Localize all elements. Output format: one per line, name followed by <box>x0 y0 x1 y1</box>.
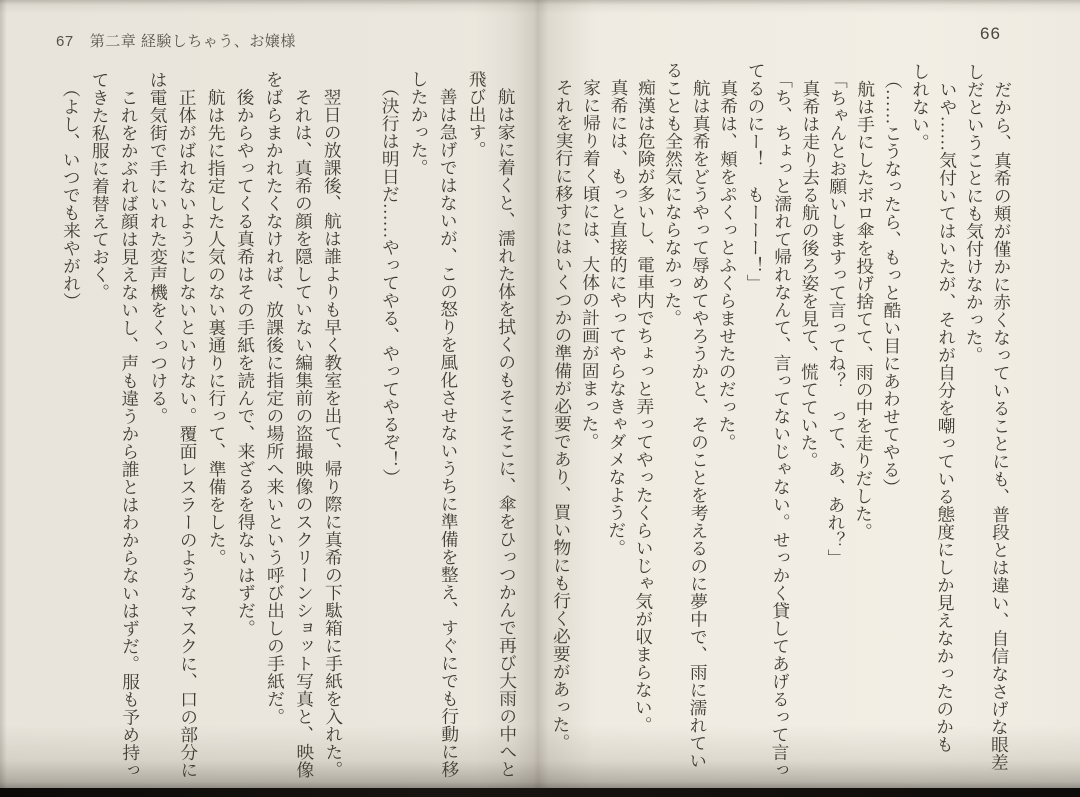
text-column: いや……気付いてはいたが、それが自分を嘲っている態度にしか見えなかったのかも <box>934 62 959 753</box>
text-column: これをかぶれば顔は見えないし、声も違うから誰とはわからないはずだ。服も予め持っ <box>118 70 141 779</box>
text-column: をばらまかれたくなければ、放課後に指定の場所へ来いという呼び出しの手紙だ。 <box>263 70 286 726</box>
text-column: しれない。 <box>910 62 931 152</box>
text-column: てるのにー！ もーーー！」 <box>745 61 767 292</box>
text-column: 善は急げではないが、この怒りを風化させないうちに準備を整え、すぐにでも行動に移 <box>437 69 460 778</box>
text-column: 真希には、もっと直接的にやってやらなきゃダメなようだ。 <box>606 60 630 557</box>
text-column: 航は先に指定した人気のない裏通りに行って、準備をした。 <box>205 70 228 567</box>
text-column: 航は手にしたボロ傘を投げ捨てて、雨の中を走りだした。 <box>853 62 876 541</box>
right-page-text <box>546 61 1016 797</box>
text-column: それは、真希の顔を隠していない編集前の盗撮映像のスクリーンショット写真と、映像 <box>292 70 315 779</box>
chapter-title: 第二章 経験しちゃう、お嬢様 <box>89 33 296 50</box>
text-column: しだということにも気付けなかった。 <box>964 62 986 364</box>
text-column: 「ち、ちょっと濡れて帰れなんて、言ってないじゃない。せっかく貸してあげるって言っ <box>769 61 794 779</box>
right-page <box>537 0 1080 788</box>
text-column: 真希は走り去る航の後ろ姿を見て、慌てていた。 <box>799 61 822 470</box>
text-column: （……こうなったら、もっと酷い目にあわせてやる） <box>881 62 904 497</box>
text-column: 正体がばれないようにしないといけない。覆面レスラーのようなマスクに、口の部分に <box>176 70 199 779</box>
text-column: 飛び出す。 <box>466 69 488 159</box>
text-column: 真希は、頬をぷくっとふくらませたのだった。 <box>716 61 739 451</box>
text-column: は電気街で手にいれた変声機をくっつける。 <box>147 70 169 425</box>
left-page-text <box>56 70 522 797</box>
right-page-number: 66 <box>980 24 1001 43</box>
left-page-number: 67 <box>56 33 74 50</box>
text-column: 航は真希をどうやって辱めてやろうかと、そのことを考えるのに夢中で、雨に濡れてい <box>687 61 712 770</box>
left-page <box>0 0 537 788</box>
text-column <box>346 70 377 797</box>
text-column: 翌日の放課後、航は誰よりも早く教室を出て、帰り際に真希の下駄箱に手紙を入れた。 <box>321 70 344 779</box>
text-column: ることも全然気にならなかった。 <box>662 61 685 327</box>
text-column: 家に帰り着く頃には、大体の計画が固まった。 <box>579 60 602 451</box>
text-column: だから、真希の頬が僅かに赤くなっていることにも、普段とは違い、自信なさげな眼差 <box>989 62 1013 771</box>
text-column: 痴漢は危険が多いし、電車内でちょっと弄ってやったくらいじゃ気が収まらない。 <box>633 61 657 734</box>
text-column: てきた私服に着替えておく。 <box>89 70 111 302</box>
photo-bottom-edge <box>0 788 1080 797</box>
text-column: したかった。 <box>408 70 430 177</box>
text-column: 航は家に着くと、濡れた体を拭くのもそこそこに、傘をひっつかんで再び大雨の中へと <box>495 69 518 778</box>
text-column: 「ちゃんとお願いしますって言ってね？ って、あ、あれ？」 <box>825 62 849 567</box>
text-column: それを実行に移すにはいくつかの準備が必要であり、買い物にも行く必要があった。 <box>550 60 575 751</box>
text-column: 後からやってくる真希はその手紙を読んで、来ざるを得ないはずだ。 <box>234 70 257 637</box>
running-head <box>56 30 296 51</box>
text-column: （決行は明日だ……やってやる、やってやるぞ！） <box>379 70 402 487</box>
text-column: （よし、いつでも来やがれ） <box>60 70 82 310</box>
